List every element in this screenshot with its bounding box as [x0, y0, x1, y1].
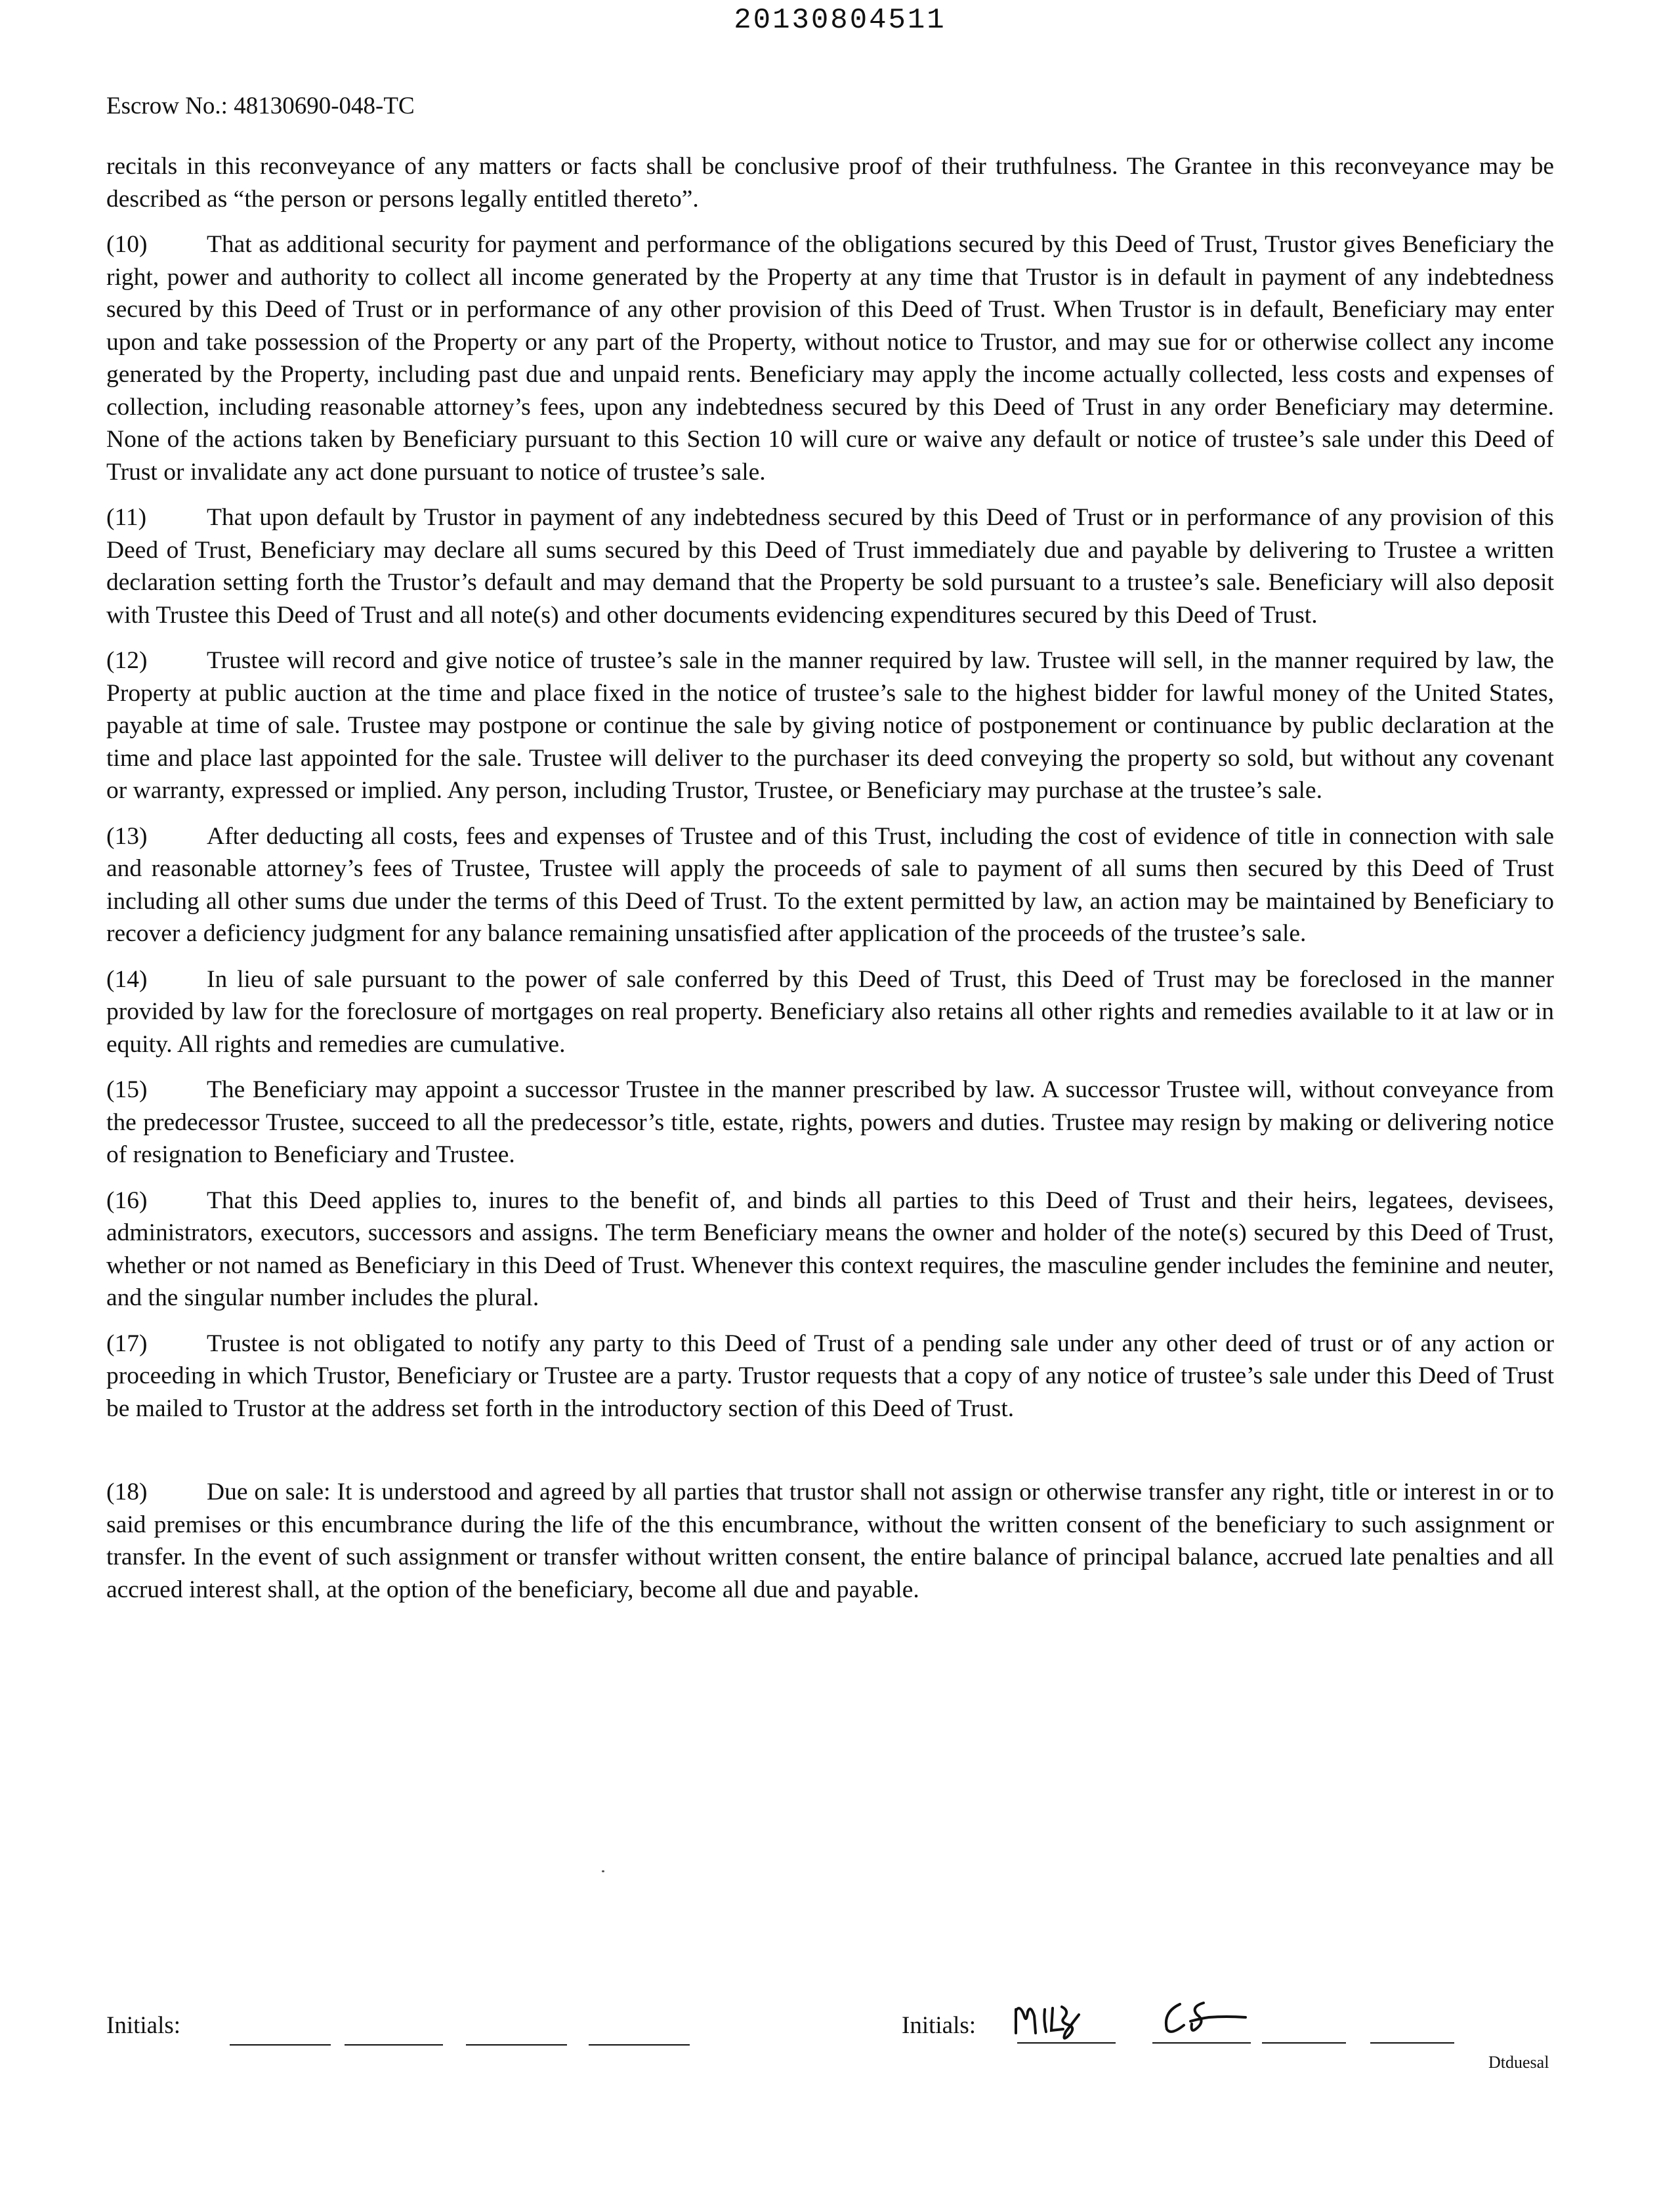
- recording-number: 20130804511: [734, 4, 946, 37]
- scan-speck: [602, 1870, 604, 1872]
- paragraph-number: (17): [106, 1330, 148, 1357]
- initials-blank-left-2[interactable]: [345, 2044, 443, 2046]
- paragraph-12: [106, 644, 1554, 807]
- paragraph-11: [106, 501, 1554, 631]
- initials-label-right: Initials:: [902, 2012, 976, 2039]
- paragraph-text: Trustee will record and give notice of trustee’s sale in the manner required by law. Trustee will sell, in the manner required by law, the Property at public auction at the time and place fixed in the notice of trustee’s sale to the highest bidder for lawful money of the United States, payable at time of sale. Trustee may postpone or continue the sale by giving notice of postponement or continuance by public declaration at the time and place last appointed for the sale. Trustee will deliver to the purchaser its deed conveying the property so sold, but without any covenant or warranty, expressed or implied. Any person, including Trustor, Trustee, or Beneficiary may purchase at the trustee’s sale.: [106, 647, 1554, 804]
- escrow-number: Escrow No.: 48130690-048-TC: [106, 93, 415, 119]
- handwritten-initials-2-icon: [1154, 1992, 1305, 2045]
- paragraph-16: [106, 1185, 1554, 1314]
- paragraph-number: (14): [106, 965, 148, 993]
- paragraph-text: Trustee is not obligated to notify any party to this Deed of Trust of a pending sale under any other deed of trust or of any action or proceeding in which Trustor, Beneficiary or Trustee are a party. Trustor requests that a copy of any notice of trustee’s sale under this Deed of Trust be mailed to Trustor at the address set forth in the introductory section of this Deed of Trust.: [106, 1330, 1554, 1422]
- paragraph-number: (16): [106, 1186, 148, 1214]
- initials-label-left: Initials:: [106, 2012, 181, 2039]
- paragraph-text: That as additional security for payment and performance of the obligations secured by this Deed of Trust, Trustor gives Beneficiary the right, power and authority to collect all income generated by the Property at any time that Trustor is in default in payment of any indebtedness secured by this Deed of Trust or in performance of any other provision of this Deed of Trust. When Trustor is in default, Beneficiary may enter upon and take possession of the Property or any part of the Property, without notice to Trustor, and may sue for or otherwise collect any income generated by the Property, including past due and unpaid rents. Beneficiary may apply the income actually collected, less costs and expenses of collection, including reasonable attorney’s fees, upon any indebtedness secured by this Deed of Trust in any order Beneficiary may determine. None of the actions taken by Beneficiary pursuant to this Section 10 will cure or waive any default or notice of trustee’s sale under this Deed of Trust or invalidate any act done pursuant to notice of trustee’s sale.: [106, 231, 1554, 486]
- initials-blank-left-1[interactable]: [230, 2044, 331, 2046]
- handwritten-initials-1-icon: [1011, 1995, 1116, 2048]
- paragraph-number: (15): [106, 1076, 148, 1103]
- paragraph-10: [106, 228, 1554, 488]
- paragraph-text: In lieu of sale pursuant to the power of sale conferred by this Deed of Trust, this Deed of Trust may be foreclosed in the manner provided by law for the foreclosure of mortgages on real property. Beneficiary also retains all other rights and remedies available to it at law or in equity. All rights and remedies are cumulative.: [106, 965, 1554, 1058]
- paragraph-number: (12): [106, 647, 148, 674]
- paragraph-text: The Beneficiary may appoint a successor Trustee in the manner prescribed by law. A successor Trustee will, without conveyance from the predecessor Trustee, succeed to all the predecessor’s title, estate, rights, powers and duties. Trustee may resign by making or delivering notice of resignation to Beneficiary and Trustee.: [106, 1076, 1554, 1168]
- deed-body: [106, 150, 1554, 1619]
- paragraph-17: [106, 1328, 1554, 1425]
- paragraph-number: (18): [106, 1479, 148, 1505]
- paragraph-continuation: [106, 150, 1554, 215]
- paragraph-13: [106, 820, 1554, 950]
- paragraph-number: (10): [106, 231, 148, 258]
- paragraph-text: recitals in this reconveyance of any matters or facts shall be conclusive proof of their truthfulness. The Grantee in this reconveyance may be described as “the person or persons legally entitled thereto”.: [106, 153, 1554, 213]
- paragraph-14: [106, 963, 1554, 1061]
- paragraph-number: (11): [106, 504, 147, 531]
- initials-blank-left-3[interactable]: [466, 2044, 567, 2046]
- paragraph-15: [106, 1074, 1554, 1171]
- paragraph-text: That upon default by Trustor in payment of any indebtedness secured by this Deed of Trust or in performance of any provision of this Deed of Trust, Beneficiary may declare all sums secured by this Deed of Trust immediately due and payable by delivering to Trustee a written declaration setting forth the Trustor’s default and may demand that the Property be sold pursuant to a trustee’s sale. Beneficiary will also deposit with Trustee this Deed of Trust and all note(s) and other documents evidencing expenditures secured by this Deed of Trust.: [106, 504, 1554, 629]
- paragraph-text: Due on sale: It is understood and agreed by all parties that trustor shall not assign or otherwise transfer any right, title or interest in or to said premises or this encumbrance during the life of the this encumbrance, without the written consent of the beneficiary to such assignment or transfer. In the event of such assignment or transfer without written consent, the entire balance of principal balance, accrued late penalties and all accrued interest shall, at the option of the beneficiary, become all due and payable.: [106, 1479, 1554, 1603]
- initials-blank-left-4[interactable]: [589, 2044, 690, 2046]
- paragraph-text: After deducting all costs, fees and expenses of Trustee and of this Trust, including the cost of evidence of title in connection with sale and reasonable attorney’s fees of Trustee, Trustee will apply the proceeds of sale to payment of all sums then secured by this Deed of Trust including all other sums due under the terms of this Deed of Trust. To the extent permitted by law, an action may be maintained by Beneficiary to recover a deficiency judgment for any balance remaining unsatisfied after application of the proceeds of the trustee’s sale.: [106, 822, 1554, 947]
- paragraph-18: [106, 1476, 1554, 1606]
- initials-blank-right-4[interactable]: [1370, 2042, 1454, 2044]
- paragraph-text: That this Deed applies to, inures to the benefit of, and binds all parties to this Deed of Trust and their heirs, legatees, devisees, administrators, executors, successors and assigns. The term Beneficiary means the owner and holder of the note(s) secured by this Deed of Trust, whether or not named as Beneficiary in this Deed of Trust. Whenever this context requires, the masculine gender includes the feminine and neuter, and the singular number includes the plural.: [106, 1186, 1554, 1311]
- form-code: Dtduesal: [1488, 2053, 1549, 2072]
- paragraph-number: (13): [106, 822, 148, 850]
